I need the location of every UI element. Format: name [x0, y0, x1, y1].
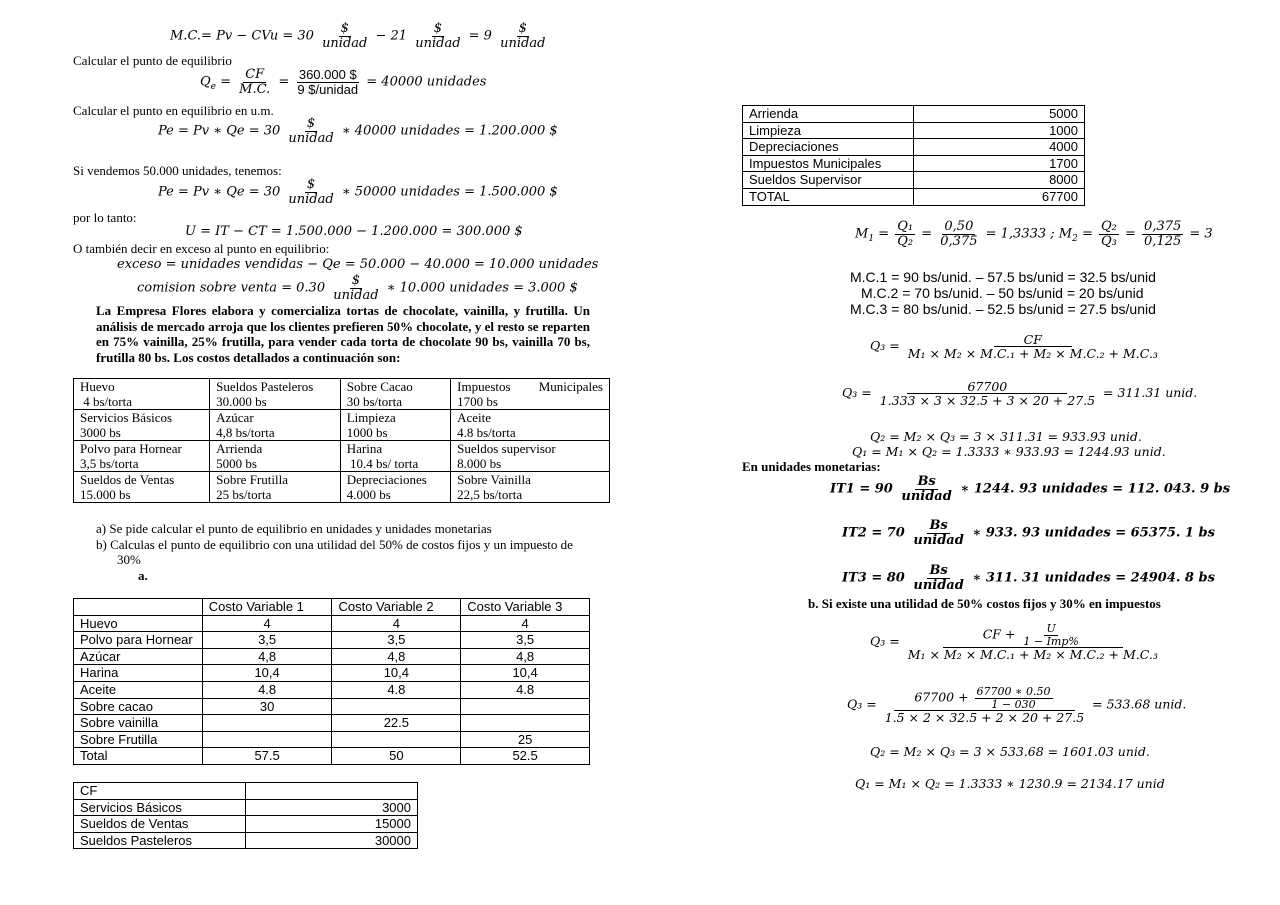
table-row	[74, 615, 590, 632]
column-header: Costo Variable 3	[461, 599, 590, 616]
row-label: Polvo para Hornear	[74, 632, 203, 649]
cost-item-value: 1000 bs	[346, 425, 388, 440]
q1b-calculation: Q₁ = M₁ × Q₂ = 1.3333 ∗ 1230.9 = 2134.17 unid	[855, 776, 1165, 791]
table-cell: 25	[461, 731, 590, 748]
q3b-calculation	[847, 686, 1186, 724]
q3-calculation	[842, 380, 1197, 407]
cost-item-name: Huevo	[80, 379, 115, 394]
row-label: Impuestos Municipales	[743, 155, 914, 172]
pe-equation-2	[158, 178, 558, 206]
table-row	[74, 748, 590, 765]
table-row	[74, 632, 590, 649]
table-row	[743, 155, 1085, 172]
row-label: TOTAL	[743, 188, 914, 205]
it2-equation	[842, 519, 1215, 547]
costs-cell	[210, 379, 341, 410]
cost-item-value: 30.000 bs	[216, 394, 267, 409]
table-cell	[332, 731, 461, 748]
cf-header-cell	[245, 783, 417, 800]
costs-cell	[74, 472, 210, 503]
it2-rhs: ∗ 933. 93 unidades = 65375. 1 bs	[972, 525, 1215, 541]
table-cell: 4,8	[461, 648, 590, 665]
table-row	[743, 172, 1085, 189]
table-cell: 1700	[913, 155, 1084, 172]
frac-den: Q₃	[1101, 233, 1117, 249]
also-label: O también decir en exceso al punto en equilibrio:	[73, 241, 330, 256]
m1-sub: 1	[868, 234, 875, 245]
row-label: Total	[74, 748, 203, 765]
costs-cell	[451, 472, 610, 503]
table-cell: 4.8	[202, 681, 332, 698]
table-cell	[332, 698, 461, 715]
pe-equation-1	[158, 117, 558, 145]
cost-item-name: Polvo para Hornear	[80, 441, 182, 456]
q3c-lhs: Q₃ =	[842, 385, 876, 401]
cost-item-name: Depreciaciones	[346, 472, 427, 487]
row-label: Depreciaciones	[743, 139, 914, 156]
question-a: a) Se pide calcular el punto de equilibrio en unidades y unidades monetarias	[96, 521, 492, 536]
fixed-costs-table-left	[73, 782, 418, 849]
table-row	[74, 715, 590, 732]
cost-item-name: Sobre Frutilla	[216, 472, 288, 487]
costs-cell	[340, 410, 450, 441]
row-label: Huevo	[74, 615, 203, 632]
table-cell: 8000	[913, 172, 1084, 189]
cost-item-name: Arrienda	[216, 441, 263, 456]
table-row	[743, 122, 1085, 139]
utility-equation: U = IT − CT = 1.500.000 − 1.200.000 = 300.000 $	[185, 224, 523, 239]
mc1-line: M.C.1 = 90 bs/unid. – 57.5 bs/unid = 32.5 bs/unid	[850, 269, 1156, 285]
q3-lhs: Q₃ =	[870, 338, 904, 354]
section-b-label: b. Si existe una utilidad de 50% costos fijos y 30% en impuestos	[808, 596, 1161, 611]
pe2-rhs: ∗ 50000 unidades = 1.500.000 $	[341, 184, 558, 200]
mc-eq-lhs: M.C.= Pv − CVu = 30	[170, 28, 314, 44]
frac-num: 67700	[907, 380, 1067, 394]
cost-item-name: Sobre Vainilla	[457, 472, 531, 487]
frac-den: unidad	[913, 577, 964, 593]
cost-item-value: 4.000 bs	[346, 487, 391, 502]
costs-cell	[74, 410, 210, 441]
q3bc-lhs: Q₃ =	[847, 696, 881, 712]
question-b-cont: 30%	[117, 552, 141, 567]
frac-num: CF	[245, 67, 265, 82]
cost-item-name: Limpieza	[346, 410, 396, 425]
table-cell: 4	[461, 615, 590, 632]
frac-num: $	[351, 273, 361, 288]
frac-num: Q₂	[1101, 219, 1117, 234]
q3bc-num-a: 67700 +	[914, 689, 973, 705]
it3-rhs: ∗ 311. 31 unidades = 24904. 8 bs	[972, 570, 1215, 586]
cost-item-name: Aceite	[457, 410, 492, 425]
q2b-calculation: Q₂ = M₂ × Q₃ = 3 × 533.68 = 1601.03 unid.	[870, 744, 1150, 759]
costs-cell	[210, 410, 341, 441]
frac-num: Bs	[929, 518, 948, 533]
row-label: Sueldos Supervisor	[743, 172, 914, 189]
cost-item-value: 10.4 bs/ torta	[346, 456, 419, 471]
table-cell: 10,4	[332, 665, 461, 682]
cost-item-name: Sueldos supervisor	[457, 441, 556, 456]
frac-den: unidad	[415, 35, 461, 51]
table-cell: 30000	[245, 832, 417, 849]
mc-equation	[170, 22, 549, 50]
table-cell: 4,8	[332, 648, 461, 665]
costs-cell	[340, 441, 450, 472]
it2-lhs: IT2 = 70	[842, 525, 905, 541]
it1-equation	[830, 475, 1230, 503]
cost-item-name: Sueldos de Ventas	[80, 472, 175, 487]
pe1-rhs: ∗ 40000 unidades = 1.200.000 $	[341, 123, 558, 139]
frac-den: M₁ × M₂ × M.C.₁ + M₂ × M.C.₂ + M.C.₃	[907, 346, 1158, 362]
therefore-label: por lo tanto:	[73, 210, 137, 225]
comision-lhs: comision sobre venta = 0.30	[137, 280, 326, 296]
frac-den: 0,375	[940, 233, 978, 249]
table-cell: 5000	[913, 106, 1084, 123]
question-b: b) Calculas el punto de equilibrio con una utilidad del 50% de costos fijos y un impuesto de	[96, 537, 573, 552]
cf-header-row	[74, 783, 418, 800]
q2-calculation: Q₂ = M₂ × Q₃ = 3 × 311.31 = 933.93 unid.	[870, 429, 1142, 444]
column-header	[74, 599, 203, 616]
frac-den: 9 $/unidad	[297, 81, 359, 97]
m-ratios-equation: $M_1$ = $\frac{\text{Q₁}}{\text{Q₂}}$ = $\frac{0,50}{0,375}$ = 1,3333 ; $M_2$ = $\frac{\text{Q₂}}{\text{Q₃}}$ = $\frac{0,375}{0,125}$ = 3	[855, 219, 1213, 249]
cost-item-value: 3000 bs	[80, 425, 121, 440]
frac-den: unidad	[288, 130, 334, 146]
table-cell: 52.5	[461, 748, 590, 765]
mc2-line: M.C.2 = 70 bs/unid. – 50 bs/unid = 20 bs/unid	[861, 285, 1144, 301]
costs-cell	[210, 472, 341, 503]
costs-cell	[451, 410, 610, 441]
row-label: Sobre vainilla	[74, 715, 203, 732]
variable-costs-table	[73, 598, 590, 765]
frac-den: unidad	[333, 287, 379, 303]
cost-item-name: Azúcar	[216, 410, 254, 425]
table-row	[74, 731, 590, 748]
q3b-num-a: CF +	[982, 626, 1020, 642]
table-row	[74, 648, 590, 665]
m1-label: M	[855, 226, 869, 242]
row-label: Sobre Frutilla	[74, 731, 203, 748]
table-cell: 10,4	[461, 665, 590, 682]
frac-den: Q₂	[897, 233, 914, 249]
frac-den: unidad	[901, 488, 952, 504]
mc-eq-mid: − 21	[375, 28, 408, 44]
frac-num: $	[306, 116, 316, 131]
m-eq-mid: = 1,3333 ; M	[985, 226, 1073, 242]
cf-header-cell: CF	[74, 783, 246, 800]
table-cell	[461, 715, 590, 732]
fixed-costs-table-right	[742, 105, 1085, 206]
q3b-formula	[870, 623, 1162, 661]
m-eq-end: = 3	[1189, 226, 1213, 242]
frac-den: 1.5 × 2 × 32.5 + 2 × 20 + 27.5	[884, 710, 1085, 726]
q3b-lhs: Q₃ =	[870, 633, 904, 649]
table-cell: 4.8	[461, 681, 590, 698]
cost-item-value: 4.8 bs/torta	[457, 425, 516, 440]
row-label: Harina	[74, 665, 203, 682]
q3b-numerator	[943, 623, 1123, 648]
frac-den: 0,125	[1144, 233, 1182, 249]
cost-item-name: Impuestos Municipales	[457, 379, 603, 394]
costs-cell	[210, 441, 341, 472]
variable-costs-header	[74, 599, 590, 616]
frac-num: 0,375	[1144, 219, 1182, 234]
calc-um-label: Calcular el punto en equilibrio en u.m.	[73, 103, 274, 118]
costs-table	[73, 378, 610, 503]
frac-den: unidad	[500, 35, 546, 51]
it3-lhs: IT3 = 80	[842, 570, 905, 586]
qe-lhs: Q	[200, 74, 211, 90]
q3c-rhs: = 311.31 unid.	[1103, 385, 1198, 401]
frac-den: M₁ × M₂ × M.C.₁ + M₂ × M.C.₂ + M.C.₃	[907, 647, 1158, 663]
costs-row	[74, 379, 610, 410]
row-label: Limpieza	[743, 122, 914, 139]
frac-num: Bs	[929, 563, 948, 578]
table-cell: 30	[202, 698, 332, 715]
row-label: Sueldos Pasteleros	[74, 832, 246, 849]
costs-cell	[340, 472, 450, 503]
table-cell: 10,4	[202, 665, 332, 682]
cost-item-value: 5000 bs	[216, 456, 257, 471]
table-row	[74, 832, 418, 849]
frac-num: $	[433, 21, 442, 36]
costs-cell	[74, 379, 210, 410]
cost-item-value: 30 bs/torta	[346, 394, 402, 409]
row-label: Servicios Básicos	[74, 799, 246, 816]
sell-label: Si vendemos 50.000 unidades, tenemos:	[73, 163, 282, 178]
row-label: Sobre cacao	[74, 698, 203, 715]
frac-num: $	[306, 177, 316, 192]
calc-equilibrium-label: Calcular el punto de equilibrio	[73, 53, 232, 68]
cost-item-value: 4,8 bs/torta	[216, 425, 275, 440]
comision-equation	[137, 274, 578, 302]
qe-eq: =	[216, 74, 236, 90]
table-cell: 4.8	[332, 681, 461, 698]
row-label: Arrienda	[743, 106, 914, 123]
frac-den: 1 − Imp%	[1023, 634, 1079, 648]
frac-num: $	[518, 21, 527, 36]
q3bc-numerator	[894, 686, 1074, 711]
it3-equation	[842, 564, 1215, 592]
cost-item-value: 3,5 bs/torta	[80, 456, 139, 471]
cost-item-value: 4 bs/torta	[80, 394, 132, 409]
table-cell: 4	[202, 615, 332, 632]
table-cell	[202, 731, 332, 748]
table-cell	[461, 698, 590, 715]
costs-row	[74, 441, 610, 472]
qe-equation: $Q_e$ = $\frac{CF}{M.C.}$ = $\frac{360.000 \$}{\text{9 \$/unidad}}$ = 40000 unidades	[200, 67, 487, 97]
column-header: Costo Variable 2	[332, 599, 461, 616]
table-cell: 22.5	[332, 715, 461, 732]
it1-rhs: ∗ 1244. 93 unidades = 112. 043. 9 bs	[960, 481, 1231, 497]
table-cell: 3000	[245, 799, 417, 816]
column-header: Costo Variable 1	[202, 599, 332, 616]
table-row	[74, 799, 418, 816]
frac-den: 1 − 030	[991, 697, 1036, 711]
table-row	[74, 816, 418, 833]
table-cell: 4000	[913, 139, 1084, 156]
q3-formula	[870, 333, 1162, 360]
table-cell: 3,5	[202, 632, 332, 649]
m1-eq: =	[874, 226, 894, 242]
frac-den: unidad	[288, 191, 334, 207]
row-label: Sueldos de Ventas	[74, 816, 246, 833]
frac-num: 360.000 $	[298, 67, 357, 82]
costs-cell	[74, 441, 210, 472]
cost-item-name: Harina	[346, 441, 383, 456]
cost-item-value: 8.000 bs	[457, 456, 502, 471]
cost-item-name: Servicios Básicos	[80, 410, 173, 425]
table-cell: 4	[332, 615, 461, 632]
frac-num: Q₁	[897, 219, 914, 234]
costs-cell	[451, 441, 610, 472]
frac-num: Bs	[917, 474, 936, 489]
cost-item-value: 25 bs/torta	[216, 487, 272, 502]
frac-num: 0,50	[944, 219, 974, 234]
q1-calculation: Q₁ = M₁ × Q₂ = 1.3333 ∗ 933.93 = 1244.93 unid.	[852, 444, 1166, 459]
qe-rhs: = 40000 unidades	[366, 74, 487, 90]
pe1-lhs: Pe = Pv ∗ Qe = 30	[158, 123, 281, 139]
table-row	[743, 106, 1085, 123]
table-cell: 3,5	[461, 632, 590, 649]
m2-sub: 2	[1072, 234, 1078, 245]
exceso-equation: exceso = unidades vendidas − Qe = 50.000 − 40.000 = 10.000 unidades	[117, 257, 599, 272]
costs-cell	[451, 379, 610, 410]
cost-item-name: Sobre Cacao	[346, 379, 413, 394]
cost-item-name: Sueldos Pasteleros	[216, 379, 314, 394]
qe-sub: e	[210, 82, 216, 93]
table-row	[743, 188, 1085, 205]
frac-den: M.C.	[239, 81, 271, 97]
monetary-units-label: En unidades monetarias:	[742, 459, 881, 474]
frac-den: unidad	[322, 35, 368, 51]
table-cell: 67700	[913, 188, 1084, 205]
cost-item-value: 1700 bs	[457, 394, 498, 409]
table-cell	[202, 715, 332, 732]
table-row	[74, 698, 590, 715]
section-a-label: a.	[138, 568, 148, 583]
table-row	[74, 665, 590, 682]
frac-num: U	[1046, 622, 1056, 635]
table-cell: 3,5	[332, 632, 461, 649]
pe2-lhs: Pe = Pv ∗ Qe = 30	[158, 184, 281, 200]
cost-item-value: 15.000 bs	[80, 487, 131, 502]
frac-num: $	[340, 21, 349, 36]
problem-statement: La Empresa Flores elabora y comercializa tortas de chocolate, vainilla, y frutilla. Un análisis de mercado arroja que los clientes prefieren 50% chocolate, y el resto se reparten en 75% vainilla, 25% frutilla, para vender cada torta de chocolate 90 bs, vainilla 70 bs, frutilla 80 bs. Los costos detallados a continuación son:	[96, 303, 590, 365]
costs-row	[74, 410, 610, 441]
frac-num: CF	[994, 333, 1072, 347]
table-cell: 4,8	[202, 648, 332, 665]
frac-den: 1.333 × 3 × 32.5 + 3 × 20 + 27.5	[879, 393, 1096, 409]
costs-row	[74, 472, 610, 503]
table-row	[743, 139, 1085, 156]
cost-item-value: 22,5 bs/torta	[457, 487, 523, 502]
comision-rhs: ∗ 10.000 unidades = 3.000 $	[386, 280, 578, 296]
table-cell: 50	[332, 748, 461, 765]
mc-eq-result: = 9	[468, 28, 492, 44]
frac-den: unidad	[913, 532, 964, 548]
row-label: Azúcar	[74, 648, 203, 665]
mc3-line: M.C.3 = 80 bs/unid. – 52.5 bs/unid = 27.5 bs/unid	[850, 301, 1156, 317]
table-row	[74, 681, 590, 698]
q3bc-rhs: = 533.68 unid.	[1092, 696, 1187, 712]
table-cell: 57.5	[202, 748, 332, 765]
row-label: Aceite	[74, 681, 203, 698]
frac-num: 67700 ∗ 0.50	[976, 685, 1051, 698]
table-cell: 1000	[913, 122, 1084, 139]
it1-lhs: IT1 = 90	[830, 481, 893, 497]
table-cell: 15000	[245, 816, 417, 833]
costs-cell	[340, 379, 450, 410]
